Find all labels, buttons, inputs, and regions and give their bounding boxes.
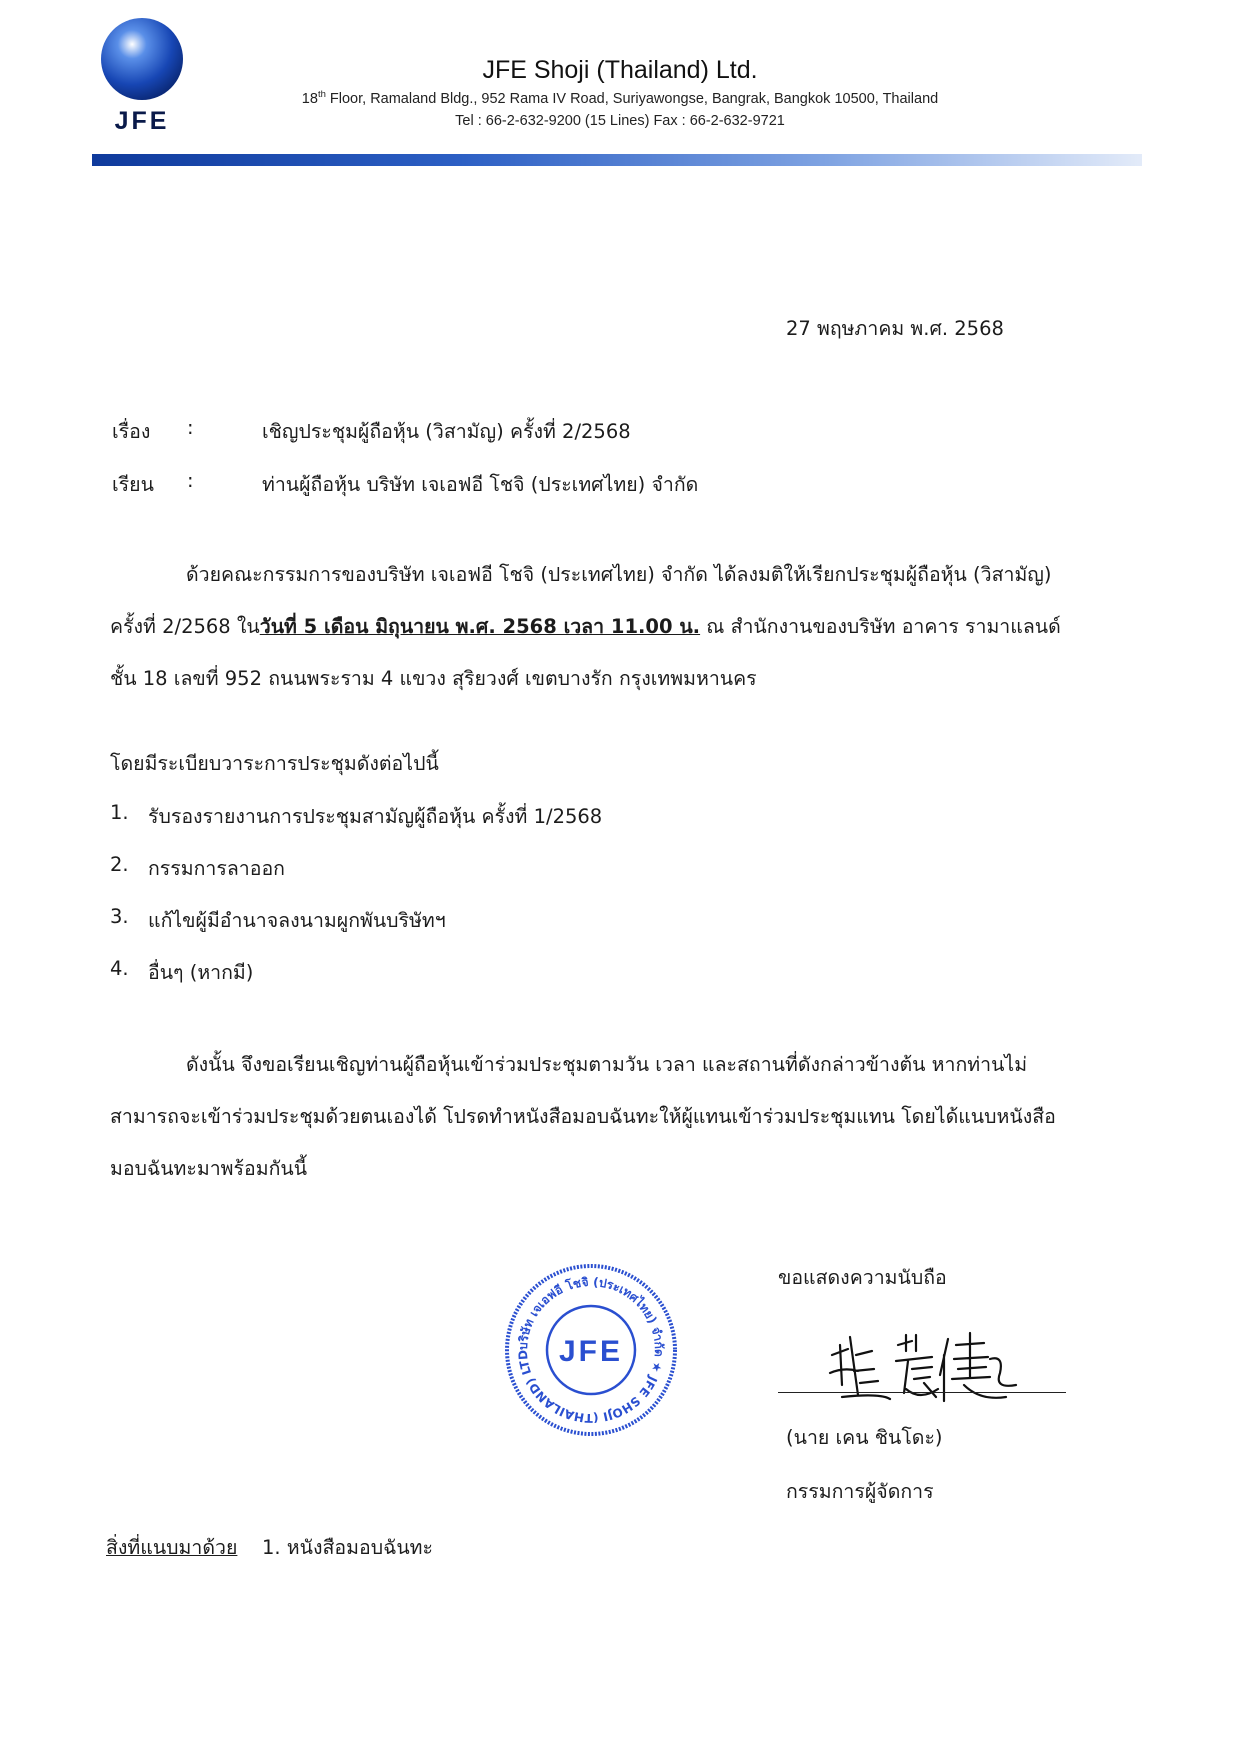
paragraph-1-line-1: ด้วยคณะกรรมการของบริษัท เจเอฟอี โชจิ (ประเทศไทย) จำกัด ได้ลงมติให้เรียกประชุมผู้ถือหุ้น (วิสามัญ) [186, 563, 1052, 586]
recipient-label: เรียน [112, 473, 154, 496]
letter-date: 27 พฤษภาคม พ.ศ. 2568 [786, 317, 1004, 340]
agenda-item-number: 4. [110, 957, 129, 980]
agenda-item-number: 3. [110, 905, 129, 928]
paragraph-1-line-2: ครั้งที่ 2/2568 ในวันที่ 5 เดือน มิถุนายน พ.ศ. 2568 เวลา 11.00 น. ณ สำนักงานของบริษัท อาคาร รามาแลนด์ [110, 615, 1061, 638]
signer-title: กรรมการผู้จัดการ [786, 1480, 934, 1503]
paragraph-1-line-3: ชั้น 18 เลขที่ 952 ถนนพระราม 4 แขวง สุริยวงศ์ เขตบางรัก กรุงเทพมหานคร [110, 667, 757, 690]
enclosure-item: 1. หนังสือมอบฉันทะ [262, 1536, 434, 1559]
subject-label: เรื่อง [112, 420, 151, 443]
company-address: 18th Floor, Ramaland Bldg., 952 Rama IV Road, Suriyawongse, Bangrak, Bangkok 10500, Thailand [301, 89, 939, 107]
company-name: JFE Shoji (Thailand) Ltd. [482, 56, 758, 84]
paragraph-2-line-1: ดังนั้น จึงขอเรียนเชิญท่านผู้ถือหุ้นเข้าร่วมประชุมตามวัน เวลา และสถานที่ดังกล่าวข้างต้น หากท่านไม่ [186, 1053, 1028, 1076]
meeting-datetime: วันที่ 5 เดือน มิถุนายน พ.ศ. 2568 เวลา 11.00 น. [259, 615, 701, 638]
handwritten-signature [820, 1315, 1070, 1415]
agenda-item: อื่นๆ (หากมี) [148, 961, 254, 984]
agenda-item: รับรองรายงานการประชุมสามัญผู้ถือหุ้น ครั้งที่ 1/2568 [148, 805, 603, 828]
paragraph-2-line-3: มอบฉันทะมาพร้อมกันนี้ [110, 1157, 308, 1180]
header-divider-bar [92, 154, 1142, 166]
logo-text: JFE [114, 107, 170, 135]
agenda-item: แก้ไขผู้มีอำนาจลงนามผูกพันบริษัทฯ [148, 909, 446, 932]
enclosure-label: สิ่งที่แนบมาด้วย [106, 1536, 238, 1559]
stamp-ring-text: บริษัท เจเอฟอี โชจิ (ประเทศไทย) จำกัด ★ JFE SHOJI (THAILAND) LTD [515, 1274, 667, 1426]
signature-line [778, 1392, 1066, 1393]
jfe-logo [98, 16, 186, 138]
stamp-center-text: JFE [558, 1335, 624, 1368]
signer-name: (นาย เคน ชินโดะ) [786, 1426, 943, 1449]
subject-text: เชิญประชุมผู้ถือหุ้น (วิสามัญ) ครั้งที่ 2/2568 [262, 420, 631, 443]
company-contact: Tel : 66-2-632-9200 (15 Lines) Fax : 66-2-632-9721 [455, 113, 785, 129]
subject-colon: : [187, 416, 194, 439]
company-seal-stamp [503, 1262, 679, 1438]
recipient-colon: : [187, 469, 194, 492]
recipient-text: ท่านผู้ถือหุ้น บริษัท เจเอฟอี โชจิ (ประเทศไทย) จำกัด [262, 473, 699, 496]
closing-text: ขอแสดงความนับถือ [778, 1266, 947, 1289]
agenda-intro: โดยมีระเบียบวาระการประชุมดังต่อไปนี้ [110, 752, 439, 775]
agenda-item: กรรมการลาออก [148, 857, 285, 880]
paragraph-2-line-2: สามารถจะเข้าร่วมประชุมด้วยตนเองได้ โปรดทำหนังสือมอบฉันทะให้ผู้แทนเข้าร่วมประชุมแทน โดยได้แนบหนังสือ [110, 1105, 1056, 1128]
agenda-item-number: 1. [110, 801, 129, 824]
agenda-item-number: 2. [110, 853, 129, 876]
